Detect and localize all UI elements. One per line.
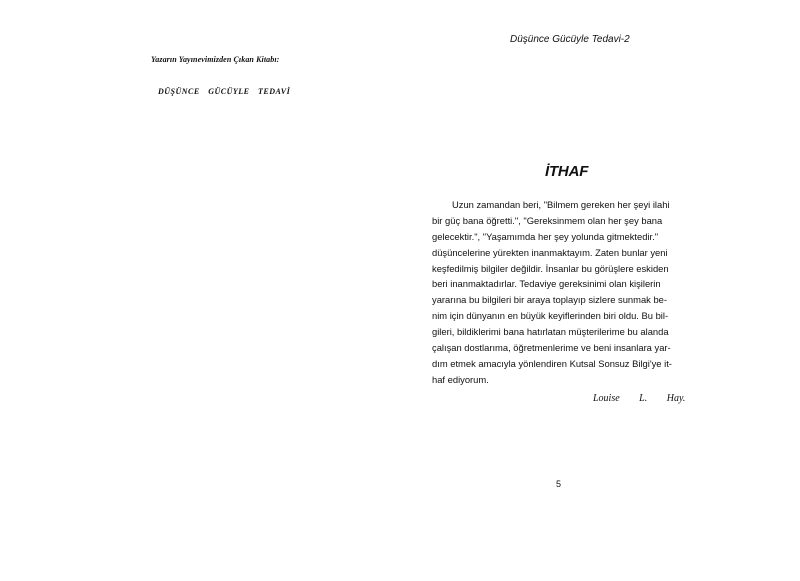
- dedication-line: nim için dünyanın en büyük keyiflerinden biri oldu. Bu bil-: [432, 310, 669, 322]
- dedication-line: çalışan dostlarıma, öğretmenlerime ve beni insanlara yar-: [432, 342, 671, 354]
- dedication-line: yararına bu bilgileri bir araya toplayıp sizlere sunmak be-: [432, 294, 668, 306]
- dedication-line: haf ediyorum.: [432, 373, 489, 385]
- dedication-line: düşüncelerine yürekten inanmaktayım. Zaten bunlar yeni: [432, 246, 668, 258]
- dedication-line: bir güç bana öğretti.", "Gereksinmem olan her şey bana: [432, 214, 663, 226]
- running-head: Düşünce Gücüyle Tedavi-2: [510, 34, 630, 45]
- dedication-body: [432, 197, 698, 388]
- page-number: 5: [556, 479, 562, 489]
- dedication-line: gileri, bildiklerimi bana hatırlatan müşterilerime bu alanda: [432, 326, 669, 338]
- related-book-title: DÜŞÜNCE GÜCÜYLE TEDAVİ: [158, 87, 291, 96]
- dedication-line: dım etmek amacıyla yönlendiren Kutsal Sonsuz Bilgi'ye it-: [432, 357, 672, 369]
- dedication-line: Uzun zamandan beri, "Bilmem gereken her şeyi ilahi: [452, 199, 670, 210]
- author-signature: Louise L. Hay.: [593, 393, 686, 404]
- dedication-line: beri inanmaktadırlar. Tedaviye gereksinimi olan kişilerin: [432, 278, 661, 290]
- publisher-books-heading: Yazarın Yayınevimizden Çıkan Kitabı:: [151, 55, 280, 64]
- dedication-line: gelecektir.", "Yaşamımda her şey yolunda gitmektedir.": [432, 230, 659, 242]
- dedication-line: keşfedilmiş bilgiler değildir. İnsanlar bu görüşlere eskiden: [432, 262, 669, 274]
- dedication-title: İTHAF: [545, 163, 589, 180]
- right-page: [400, 0, 800, 581]
